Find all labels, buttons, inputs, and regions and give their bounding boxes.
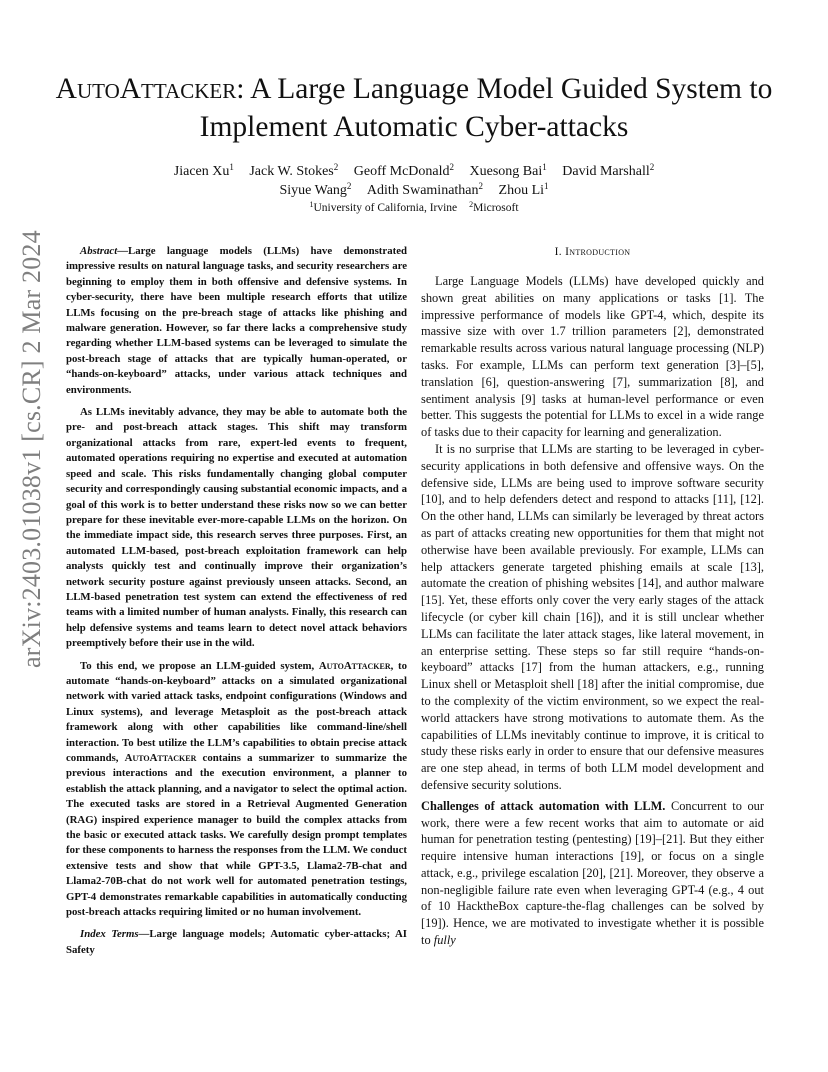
affiliation: Microsoft — [473, 202, 519, 214]
author: Adith Swaminathan$^2$ — [366, 181, 484, 198]
affiliation: University of California, Irvine — [313, 202, 458, 214]
abstract-label: Abstract — [80, 245, 118, 257]
section-heading: I. Introduction — [554, 246, 631, 258]
author: Zhou Li$^1$ — [498, 181, 549, 198]
author: David Marshall$^2$ — [562, 162, 655, 179]
introduction-column — [421, 244, 764, 949]
title-system-name: AutoAttacker — [55, 73, 237, 105]
body-paragraph: Challenges of attack automation with LLM. Concurrent to our work, there were a few recent works that aim to automate or aid human for penetration testing (pentesting) [19]–[21]. But they either require intensive human interactions [19], or focus on a single attack, e.g., privilege escalation [20], [21]. Moreover, they observe a non-negligible failure rate even when leveraging GPT-4 (e.g., 4 out of 10 HacktheBox capture-the-flag challenges can be solved by [19]). Hence, we are motivated to investigate whether it is possible to fully — [421, 798, 764, 948]
arxiv-identifier: arXiv:2403.01038v1 [cs.CR] 2 Mar 2024 — [17, 230, 46, 668]
author: Jack W. Stokes$^2$ — [249, 162, 339, 179]
body-paragraph: Large Language Models (LLMs) have developed quickly and shown great abilities on many applications or tasks [1]. The impressive performance of models like GPT-4, which, despite its massive size with over 1.7 trillion parameters [2], demonstrated remarkable results across various natural language processing (NLP) tasks. For example, LLMs can perform text generation [3]–[5], translation [6], question-answering [7], summarization [8], and sentiment analysis [9] tasks at human-level performance or even better. This suggests the potential for LLMs to excel in a wide range of tasks due to their capacity for learning and generalization. — [421, 274, 764, 440]
paragraph-heading: Challenges of attack automation with LLM. — [421, 798, 666, 813]
affiliations: $^1$University of California, Irvine $^2$Microsoft — [309, 200, 519, 214]
author-list — [90, 162, 738, 200]
paper-title — [40, 70, 788, 146]
abstract-paragraph: To this end, we propose an LLM-guided system, AutoAttacker, to automate “hands-on-keyboard” attacks on a simulated organizational network with varied attack tasks, endpoint configurations (Windows and Linux systems), and leverage Metasploit as the post-breach attack framework along with other capabilities like command-line/shell interaction. To best utilize the LLM’s capabilities to obtain precise attack commands, AutoAttacker contains a summarizer to summarize the previous interactions and the execution environment, a planner to establish the attack planning, and a navigator to select the optimal action. The executed tasks are stored in a Retrieval Augmented Generation (RAG) inspired experience manager to build the complex attacks from the basic or executed attack tasks. We carefully design prompt templates for these components to harness the responses from the LLM. We conduct extensive tests and show that while GPT-3.5, Llama2-7B-chat and Llama2-70B-chat do not work well for automated penetration testings, GPT-4 demonstrates remarkable capabilities in automatically conducting post-breach attacks requiring limited or no human involvement. — [66, 659, 407, 919]
abstract-paragraph: As LLMs inevitably advance, they may be able to automate both the pre- and post-breach attack stages. This shift may transform organizational attacks from rare, expert-led events to frequent, automated operations requiring no expertise and executed at automation speed and scale. This risks fundamentally changing global computer security and correspondingly causing substantial economic impacts, and a goal of this work is to better understand these risks now so we can better prepare for these inevitable ever-more-capable LLMs on the horizon. On the immediate impact side, this research serves three purposes. First, an automated LLM-based, post-breach exploitation framework can help analysts quickly test and continually improve their organization’s network security posture against previously unseen attacks. Second, an LLM-based penetration test system can extend the effectiveness of red teams with a limited number of human analysts. Finally, this research can help defensive systems and teams learn to detect novel attack behaviors preemptively before their use in the wild. — [66, 406, 407, 650]
author: Siyue Wang$^2$ — [279, 181, 352, 198]
author: Geoff McDonald$^2$ — [353, 162, 455, 179]
abstract-paragraph: Abstract—Large language models (LLMs) have demonstrated impressive results on natural language tasks, and security researchers are beginning to employ them in both offensive and defensive systems. In cyber-security, there have been multiple research efforts that utilize LLMs focusing on the pre-breach stage of attacks like phishing and malware generation. However, so far there lacks a comprehensive study regarding whether LLM-based systems can be leveraged to simulate the post-breach stage of attacks that are typically human-operated, or “hands-on-keyboard” attacks, under various attack techniques and environments. — [66, 245, 407, 396]
body-paragraph: It is no surprise that LLMs are starting to be leveraged in cyber-security applications in both defensive and offensive ways. On the defensive side, LLMs are being used to improve software security [10], and to help defenders detect and respond to attacks [11], [12]. On the other hand, LLMs can similarly be leveraged by threat actors as part of attacks creating new opportunities for them that might not otherwise have been available previously. For example, LLMs can help attackers generate targeted phishing emails at scale [13], automate the creation of phishing websites [14], and author malware [15]. Yet, these efforts only cover the very early stages of the attack lifecycle (or cyber kill chain [16]), and it is still unclear whether LLMs can facilitate the later attack stages, like lateral movement, in an enterprise setting. These steps so far still require “hands-on-keyboard” attacks [17] from the human attackers, e.g., running Linux shell or Metasploit shell [18] after the initial compromise, due to the complexity of the victim environment, so we expect the real-world attackers have strong motivations to automate them. As the capabilities of LLMs inevitably continue to improve, it is critical to study these risks early in order to ensure that our defensive measures are one step ahead, in terms of both LLM model development and defensive security solutions. — [421, 441, 764, 792]
index-terms: Index Terms—Large language models; Automatic cyber-attacks; AI Safety — [66, 928, 407, 956]
title-rest: : A Large Language Model Guided System to Implement Automatic Cyber-attacks — [199, 73, 773, 143]
abstract-column — [66, 244, 407, 958]
index-terms-label: Index Terms — [80, 928, 139, 941]
author: Xuesong Bai$^1$ — [469, 162, 547, 179]
author: Jiacen Xu$^1$ — [173, 162, 234, 179]
